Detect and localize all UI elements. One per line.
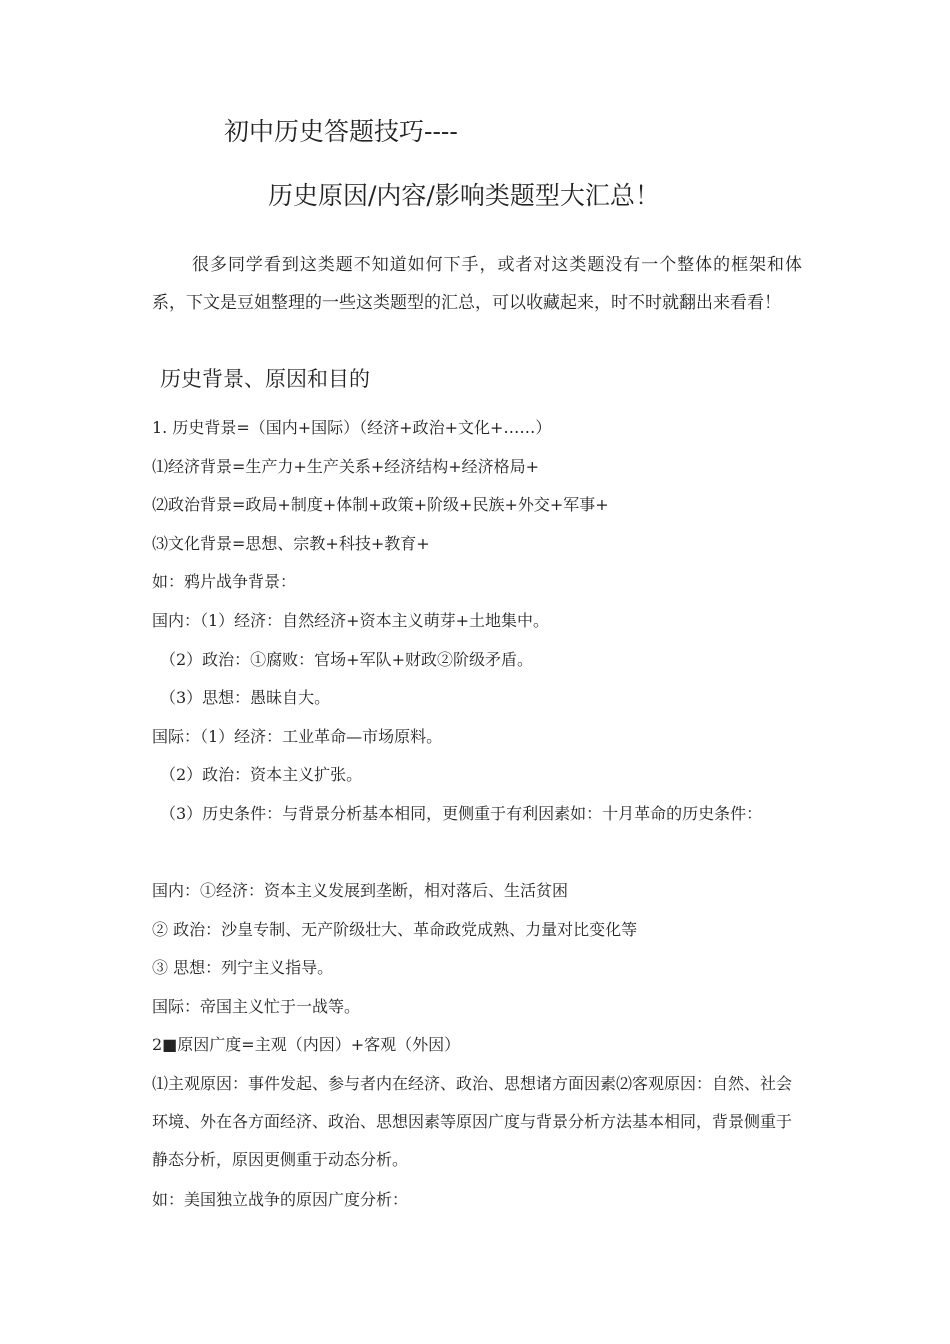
american-revolution-example-line: 如：美国独立战争的原因广度分析：	[152, 1190, 409, 1209]
october-international-line: 国际：帝国主义忙于一战等。	[152, 997, 361, 1016]
october-thought-line: ③ 思想：列宁主义指导。	[152, 958, 334, 977]
international-politics-line: （2）政治：资本主义扩张。	[160, 765, 363, 784]
intro-paragraph: 很多同学看到这类题不知道如何下手，或者对这类题没有一个整体的框架和体系，下文是豆姐整理的一些这类题型的汇总，可以收藏起来，时不时就翻出来看看！	[152, 255, 802, 313]
background-formula-line: 1. 历史背景=（国内+国际）（经济+政治+文化+……）	[152, 418, 552, 437]
cause-analysis-paragraph: ⑴主观原因：事件发起、参与者内在经济、政治、思想诸方面因素⑵客观原因：自然、社会环境、外在各方面经济、政治、思想因素等原因广度与背景分析方法基本相同，背景侧重于静态分析，原因更侧重于动态分析。	[152, 1074, 793, 1169]
cultural-background-line: ⑶文化背景=思想、宗教+科技+教育+	[152, 534, 430, 553]
document-subtitle: 历史原因/内容/影响类题型大汇总！	[268, 181, 660, 210]
domestic-thought-line: （3）思想：愚昧自大。	[160, 688, 331, 707]
cause-breadth-line: 2■原因广度=主观（内因）+客观（外因）	[152, 1035, 461, 1054]
domestic-politics-line: （2）政治：①腐败：官场+军队+财政②阶级矛盾。	[160, 650, 533, 669]
october-domestic-economy-line: 国内：①经济：资本主义发展到垄断，相对落后、生活贫困	[152, 881, 569, 900]
october-politics-line: ② 政治：沙皇专制、无产阶级壮大、革命政党成熟、力量对比变化等	[152, 920, 638, 939]
section-heading: 历史背景、原因和目的	[160, 367, 370, 391]
international-economy-line: 国际：（1）经济：工业革命—市场原料。	[152, 727, 443, 746]
document-title: 初中历史答题技巧----	[224, 117, 458, 146]
political-background-line: ⑵政治背景=政局+制度+体制+政策+阶级+民族+外交+军事+	[152, 495, 609, 514]
example-heading-line: 如：鸦片战争背景：	[152, 572, 297, 591]
domestic-economy-line: 国内：（1）经济：自然经济+资本主义萌芽+土地集中。	[152, 611, 549, 630]
historical-conditions-paragraph: （3）历史条件：与背景分析基本相同，更侧重于有利因素如：十月革命的历史条件：	[160, 804, 763, 823]
economic-background-line: ⑴经济背景=生产力+生产关系+经济结构+经济格局+	[152, 457, 540, 476]
